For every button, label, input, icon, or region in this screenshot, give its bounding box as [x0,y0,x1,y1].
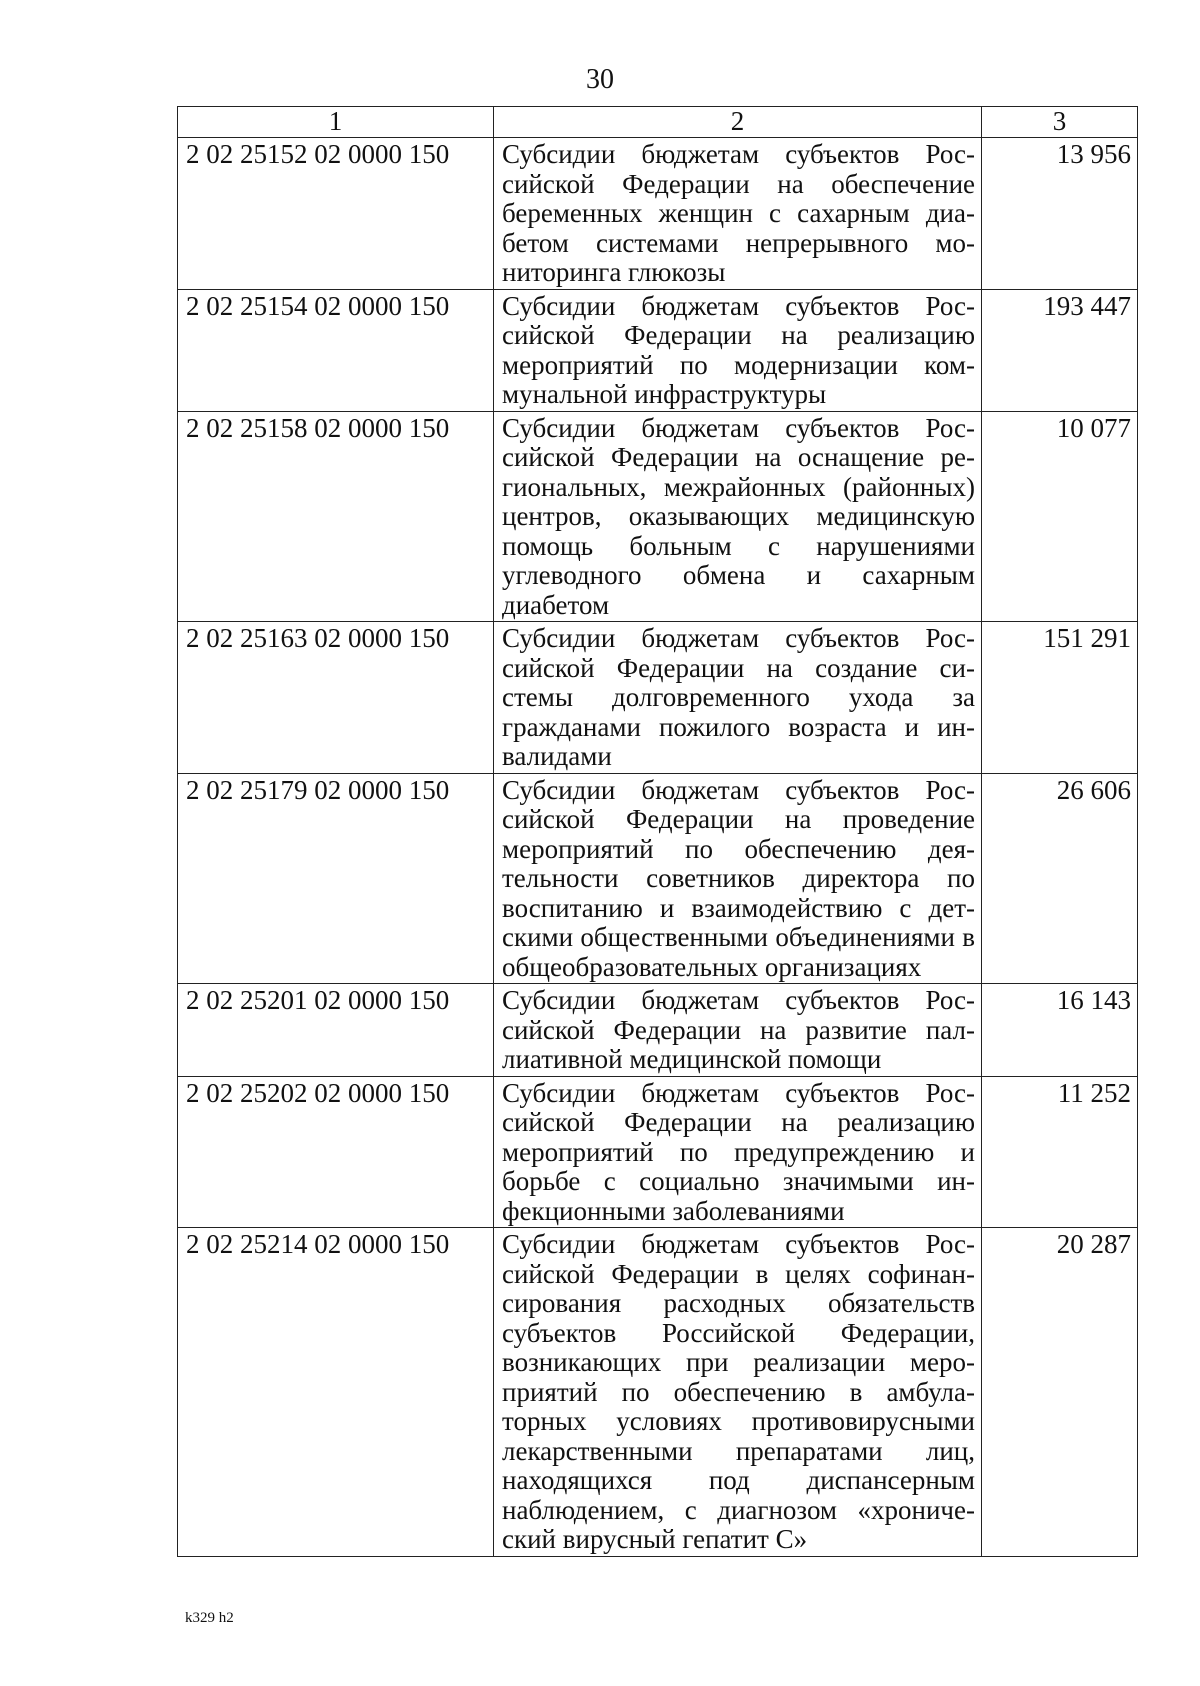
budget-amount: 13 956 [982,138,1138,290]
header-row [178,107,1138,138]
budget-code: 2 02 25152 02 0000 150 [178,138,494,290]
budget-code: 2 02 25201 02 0000 150 [178,984,494,1077]
budget-description: Субсидии бюджетам субъектов Российской Федерации на создание системы долговременного ухода за гражданами пожилого возраста и инвалидами [494,622,982,774]
document-footer-code: k329 h2 [185,1610,234,1626]
page-number: 30 [586,64,614,95]
table-header [178,107,1138,138]
budget-description: Субсидии бюджетам субъектов Российской Федерации на реализацию мероприятий по предупреждению и борьбе с социально значимыми инфекционными заболеваниями [494,1076,982,1228]
table-row [178,773,1138,984]
table-row [178,289,1138,411]
budget-amount: 193 447 [982,289,1138,411]
header-col-2: 2 [494,107,982,138]
budget-code: 2 02 25214 02 0000 150 [178,1228,494,1557]
budget-amount: 11 252 [982,1076,1138,1228]
budget-description: Субсидии бюджетам субъектов Российской Федерации на оснащение региональных, межрайонных (районных) центров, оказывающих медицинскую помощь больным с нарушениями углеводного обмена и сахарным диабетом [494,411,982,622]
budget-description: Субсидии бюджетам субъектов Российской Федерации на обеспечение беременных женщин с сахарным диабетом системами непрерывного мониторинга глюкозы [494,138,982,290]
budget-amount: 151 291 [982,622,1138,774]
budget-amount: 26 606 [982,773,1138,984]
table-row [178,1228,1138,1557]
budget-description: Субсидии бюджетам субъектов Российской Федерации на проведение мероприятий по обеспечению деятельности советников директора по воспитанию и взаимодействию с детскими общественными объединениями в общеобразовательных организациях [494,773,982,984]
budget-code: 2 02 25179 02 0000 150 [178,773,494,984]
budget-description: Субсидии бюджетам субъектов Российской Федерации на реализацию мероприятий по модернизации коммунальной инфраструктуры [494,289,982,411]
budget-amount: 10 077 [982,411,1138,622]
budget-table [177,106,1138,1557]
budget-amount: 16 143 [982,984,1138,1077]
table-row [178,1076,1138,1228]
table-body [178,138,1138,1557]
table-row [178,138,1138,290]
table-row [178,622,1138,774]
budget-amount: 20 287 [982,1228,1138,1557]
header-col-1: 1 [178,107,494,138]
header-col-3: 3 [982,107,1138,138]
table-row [178,984,1138,1077]
budget-description: Субсидии бюджетам субъектов Российской Федерации в целях софинансирования расходных обязательств субъектов Российской Федерации, возникающих при реализации мероприятий по обеспечению в амбулаторных условиях противовирусными лекарственными препаратами лиц, находящихся под диспансерным наблюдением, с диагнозом «хронический вирусный гепатит С» [494,1228,982,1557]
budget-code: 2 02 25202 02 0000 150 [178,1076,494,1228]
budget-code: 2 02 25158 02 0000 150 [178,411,494,622]
budget-code: 2 02 25154 02 0000 150 [178,289,494,411]
budget-description: Субсидии бюджетам субъектов Российской Федерации на развитие паллиативной медицинской помощи [494,984,982,1077]
budget-code: 2 02 25163 02 0000 150 [178,622,494,774]
table-row [178,411,1138,622]
